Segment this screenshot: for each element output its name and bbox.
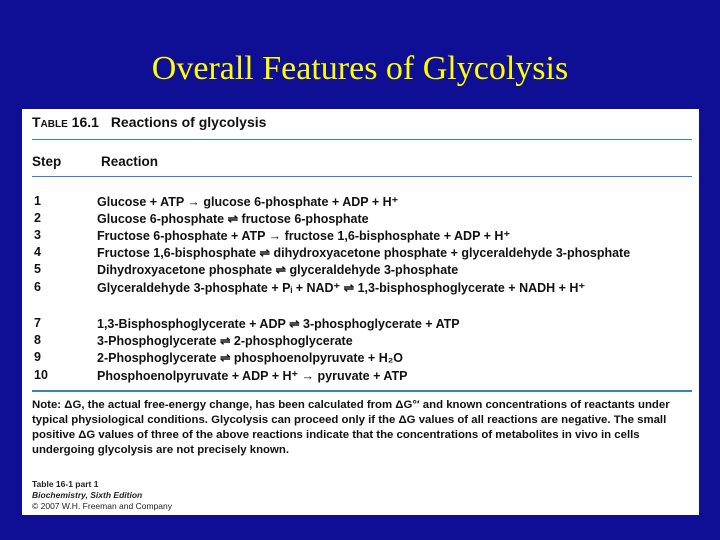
table-row bbox=[22, 211, 699, 228]
reaction-text: 3-Phosphoglycerate ⇌ 2-phosphoglycerate bbox=[97, 334, 353, 348]
reaction-text: Glucose 6-phosphate ⇌ fructose 6-phosphate bbox=[97, 212, 369, 226]
header-step: Step bbox=[32, 154, 62, 169]
table-row bbox=[22, 368, 699, 385]
table-panel bbox=[22, 109, 699, 515]
credits bbox=[32, 479, 172, 512]
table-row bbox=[22, 280, 699, 297]
reaction-text: Glyceraldehyde 3-phosphate + Pᵢ + NAD⁺ ⇌ 1,3-bisphosphoglycerate + NADH + H⁺ bbox=[97, 281, 586, 295]
header-reaction: Reaction bbox=[101, 154, 159, 169]
table-title bbox=[32, 114, 266, 130]
reaction-text: Glucose + ATP → glucose 6-phosphate + ADP + H⁺ bbox=[97, 195, 399, 209]
table-row bbox=[22, 262, 699, 279]
table-number: Table 16.1 bbox=[32, 114, 99, 130]
table-caption: Table 16-1 part 1 bbox=[32, 479, 99, 489]
step-number: 3 bbox=[34, 228, 41, 242]
book-title: Biochemistry, Sixth Edition bbox=[32, 490, 143, 500]
step-number: 8 bbox=[34, 333, 41, 347]
reaction-text: 1,3-Bisphosphoglycerate + ADP ⇌ 3-phosphoglycerate + ATP bbox=[97, 317, 460, 331]
copyright: © 2007 W.H. Freeman and Company bbox=[32, 501, 172, 511]
reaction-text: Dihydroxyacetone phosphate ⇌ glyceraldehyde 3-phosphate bbox=[97, 263, 459, 277]
table-row bbox=[22, 228, 699, 245]
table-row bbox=[22, 350, 699, 367]
slide-title: Overall Features of Glycolysis bbox=[151, 50, 569, 87]
divider bbox=[32, 176, 692, 177]
step-number: 10 bbox=[34, 368, 48, 382]
table-note: Note: ΔG, the actual free-energy change, has been calculated from ΔG°′ and known concentrations of reactants under typical physiological conditions. Glycolysis can proceed only if the ΔG values of all reactions are negative. The small positive ΔG values of three of the above reactions indicate that the concentrations of metabolites in vivo in cells undergoing glycolysis are not precisely known. bbox=[32, 399, 670, 456]
divider bbox=[32, 139, 692, 140]
reaction-text: Fructose 6-phosphate + ATP → fructose 1,6-bisphosphate + ADP + H⁺ bbox=[97, 229, 511, 243]
table-name: Reactions of glycolysis bbox=[110, 114, 267, 130]
table-row bbox=[22, 333, 699, 350]
step-number: 6 bbox=[34, 280, 41, 294]
step-number: 1 bbox=[34, 194, 41, 208]
reaction-text: Fructose 1,6-bisphosphate ⇌ dihydroxyacetone phosphate + glyceraldehyde 3-phosphate bbox=[97, 246, 631, 260]
reaction-text: Phosphoenolpyruvate + ADP + H⁺ → pyruvate + ATP bbox=[97, 369, 408, 383]
reaction-text: 2-Phosphoglycerate ⇌ phosphoenolpyruvate + H₂O bbox=[97, 351, 404, 365]
table-row bbox=[22, 245, 699, 262]
step-number: 7 bbox=[34, 316, 41, 330]
table-row bbox=[22, 316, 699, 333]
divider bbox=[32, 390, 692, 392]
step-number: 4 bbox=[34, 245, 41, 259]
step-number: 5 bbox=[34, 262, 41, 276]
table-row bbox=[22, 194, 699, 211]
step-number: 2 bbox=[34, 211, 41, 225]
step-number: 9 bbox=[34, 350, 41, 364]
